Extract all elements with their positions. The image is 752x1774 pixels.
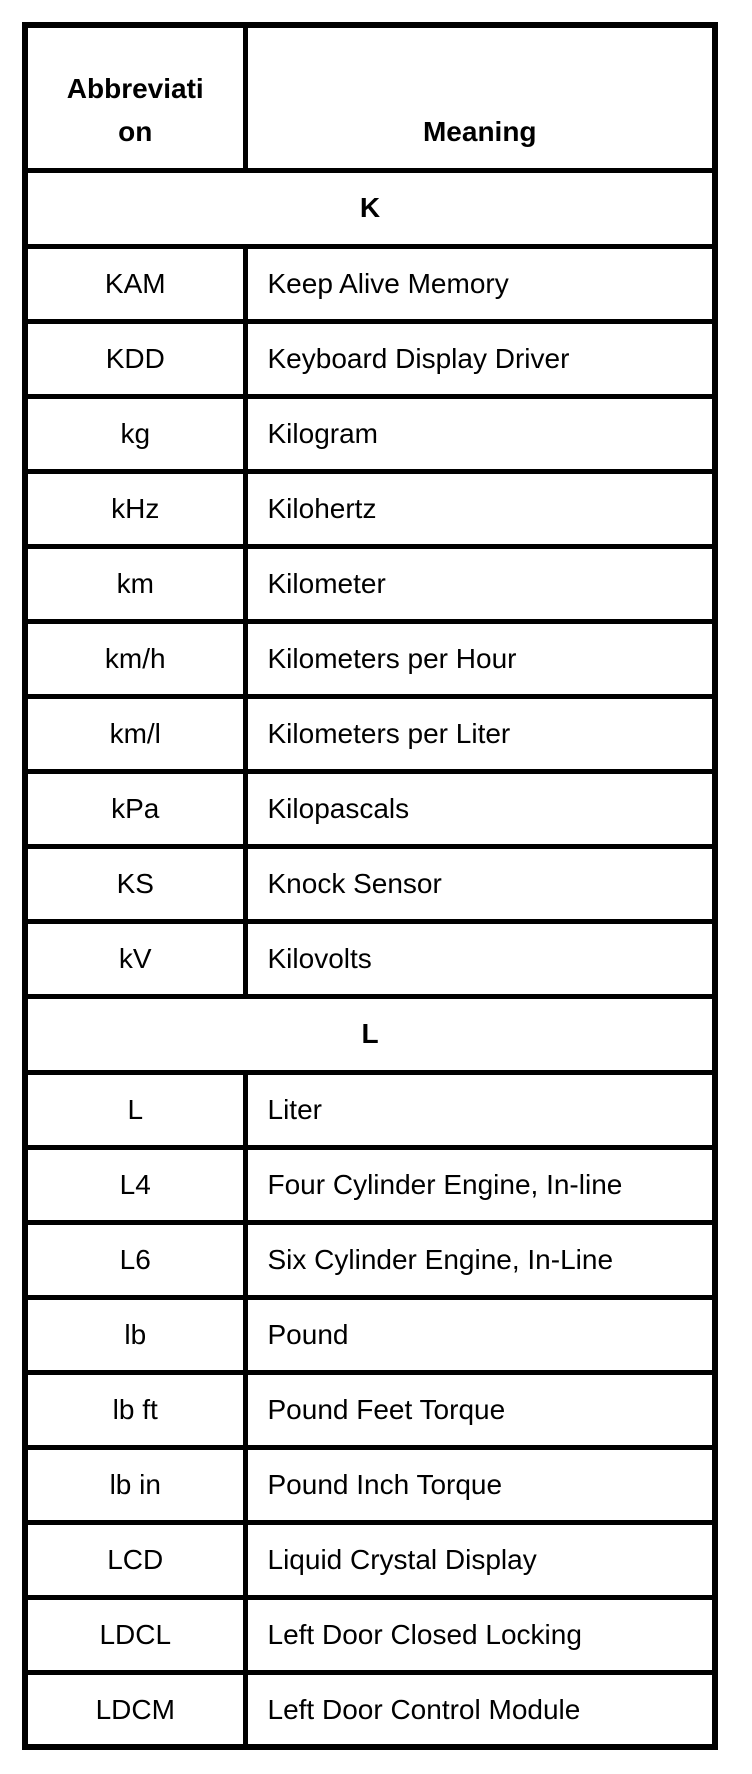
meaning-cell: Pound Feet Torque [245,1372,715,1447]
abbreviation-cell: KAM [25,246,245,321]
abbreviation-cell: kg [25,396,245,471]
table-row [25,396,715,471]
abbreviation-cell: km/h [25,621,245,696]
meaning-cell: Left Door Control Module [245,1672,715,1747]
section-letter: L [25,996,715,1072]
table-row [25,1372,715,1447]
meaning-cell: Keyboard Display Driver [245,321,715,396]
table-row [25,771,715,846]
table-body [25,170,715,1747]
table-row [25,1072,715,1147]
abbreviation-cell: KDD [25,321,245,396]
meaning-cell: Kilopascals [245,771,715,846]
meaning-cell: Liter [245,1072,715,1147]
section-letter: K [25,170,715,246]
abbreviation-cell: lb ft [25,1372,245,1447]
meaning-cell: Left Door Closed Locking [245,1597,715,1672]
abbreviation-cell: LCD [25,1522,245,1597]
meaning-cell: Pound [245,1297,715,1372]
table-row [25,1147,715,1222]
meaning-cell: Pound Inch Torque [245,1447,715,1522]
meaning-cell: Liquid Crystal Display [245,1522,715,1597]
abbreviation-cell: LDCL [25,1597,245,1672]
table-row [25,246,715,321]
meaning-cell: Six Cylinder Engine, In-Line [245,1222,715,1297]
abbreviation-table [22,22,718,1750]
table-row [25,471,715,546]
abbreviation-cell: kPa [25,771,245,846]
abbreviation-cell: LDCM [25,1672,245,1747]
meaning-cell: Four Cylinder Engine, In-line [245,1147,715,1222]
table-row [25,321,715,396]
abbreviation-cell: L4 [25,1147,245,1222]
abbreviation-cell: kHz [25,471,245,546]
meaning-cell: Kilometers per Hour [245,621,715,696]
table-row [25,696,715,771]
table-row [25,1447,715,1522]
table-row [25,921,715,996]
table-row [25,1297,715,1372]
table-row [25,546,715,621]
table-row [25,1222,715,1297]
section-row-k [25,170,715,246]
abbreviation-cell: L [25,1072,245,1147]
meaning-cell: Kilohertz [245,471,715,546]
table-row [25,1597,715,1672]
section-row-l [25,996,715,1072]
abbreviation-cell: KS [25,846,245,921]
meaning-cell: Kilometers per Liter [245,696,715,771]
meaning-cell: Kilovolts [245,921,715,996]
meaning-column-header: Meaning [245,25,715,170]
table-row [25,1522,715,1597]
abbreviation-cell: L6 [25,1222,245,1297]
abbreviation-cell: km/l [25,696,245,771]
table-row [25,1672,715,1747]
abbreviation-cell: kV [25,921,245,996]
meaning-cell: Kilometer [245,546,715,621]
table-header-row [25,25,715,170]
table-row [25,846,715,921]
abbreviation-cell: km [25,546,245,621]
meaning-cell: Kilogram [245,396,715,471]
abbreviation-cell: lb [25,1297,245,1372]
meaning-cell: Keep Alive Memory [245,246,715,321]
meaning-cell: Knock Sensor [245,846,715,921]
abbreviation-cell: lb in [25,1447,245,1522]
abbreviation-column-header: Abbreviation [25,25,245,170]
table-row [25,621,715,696]
